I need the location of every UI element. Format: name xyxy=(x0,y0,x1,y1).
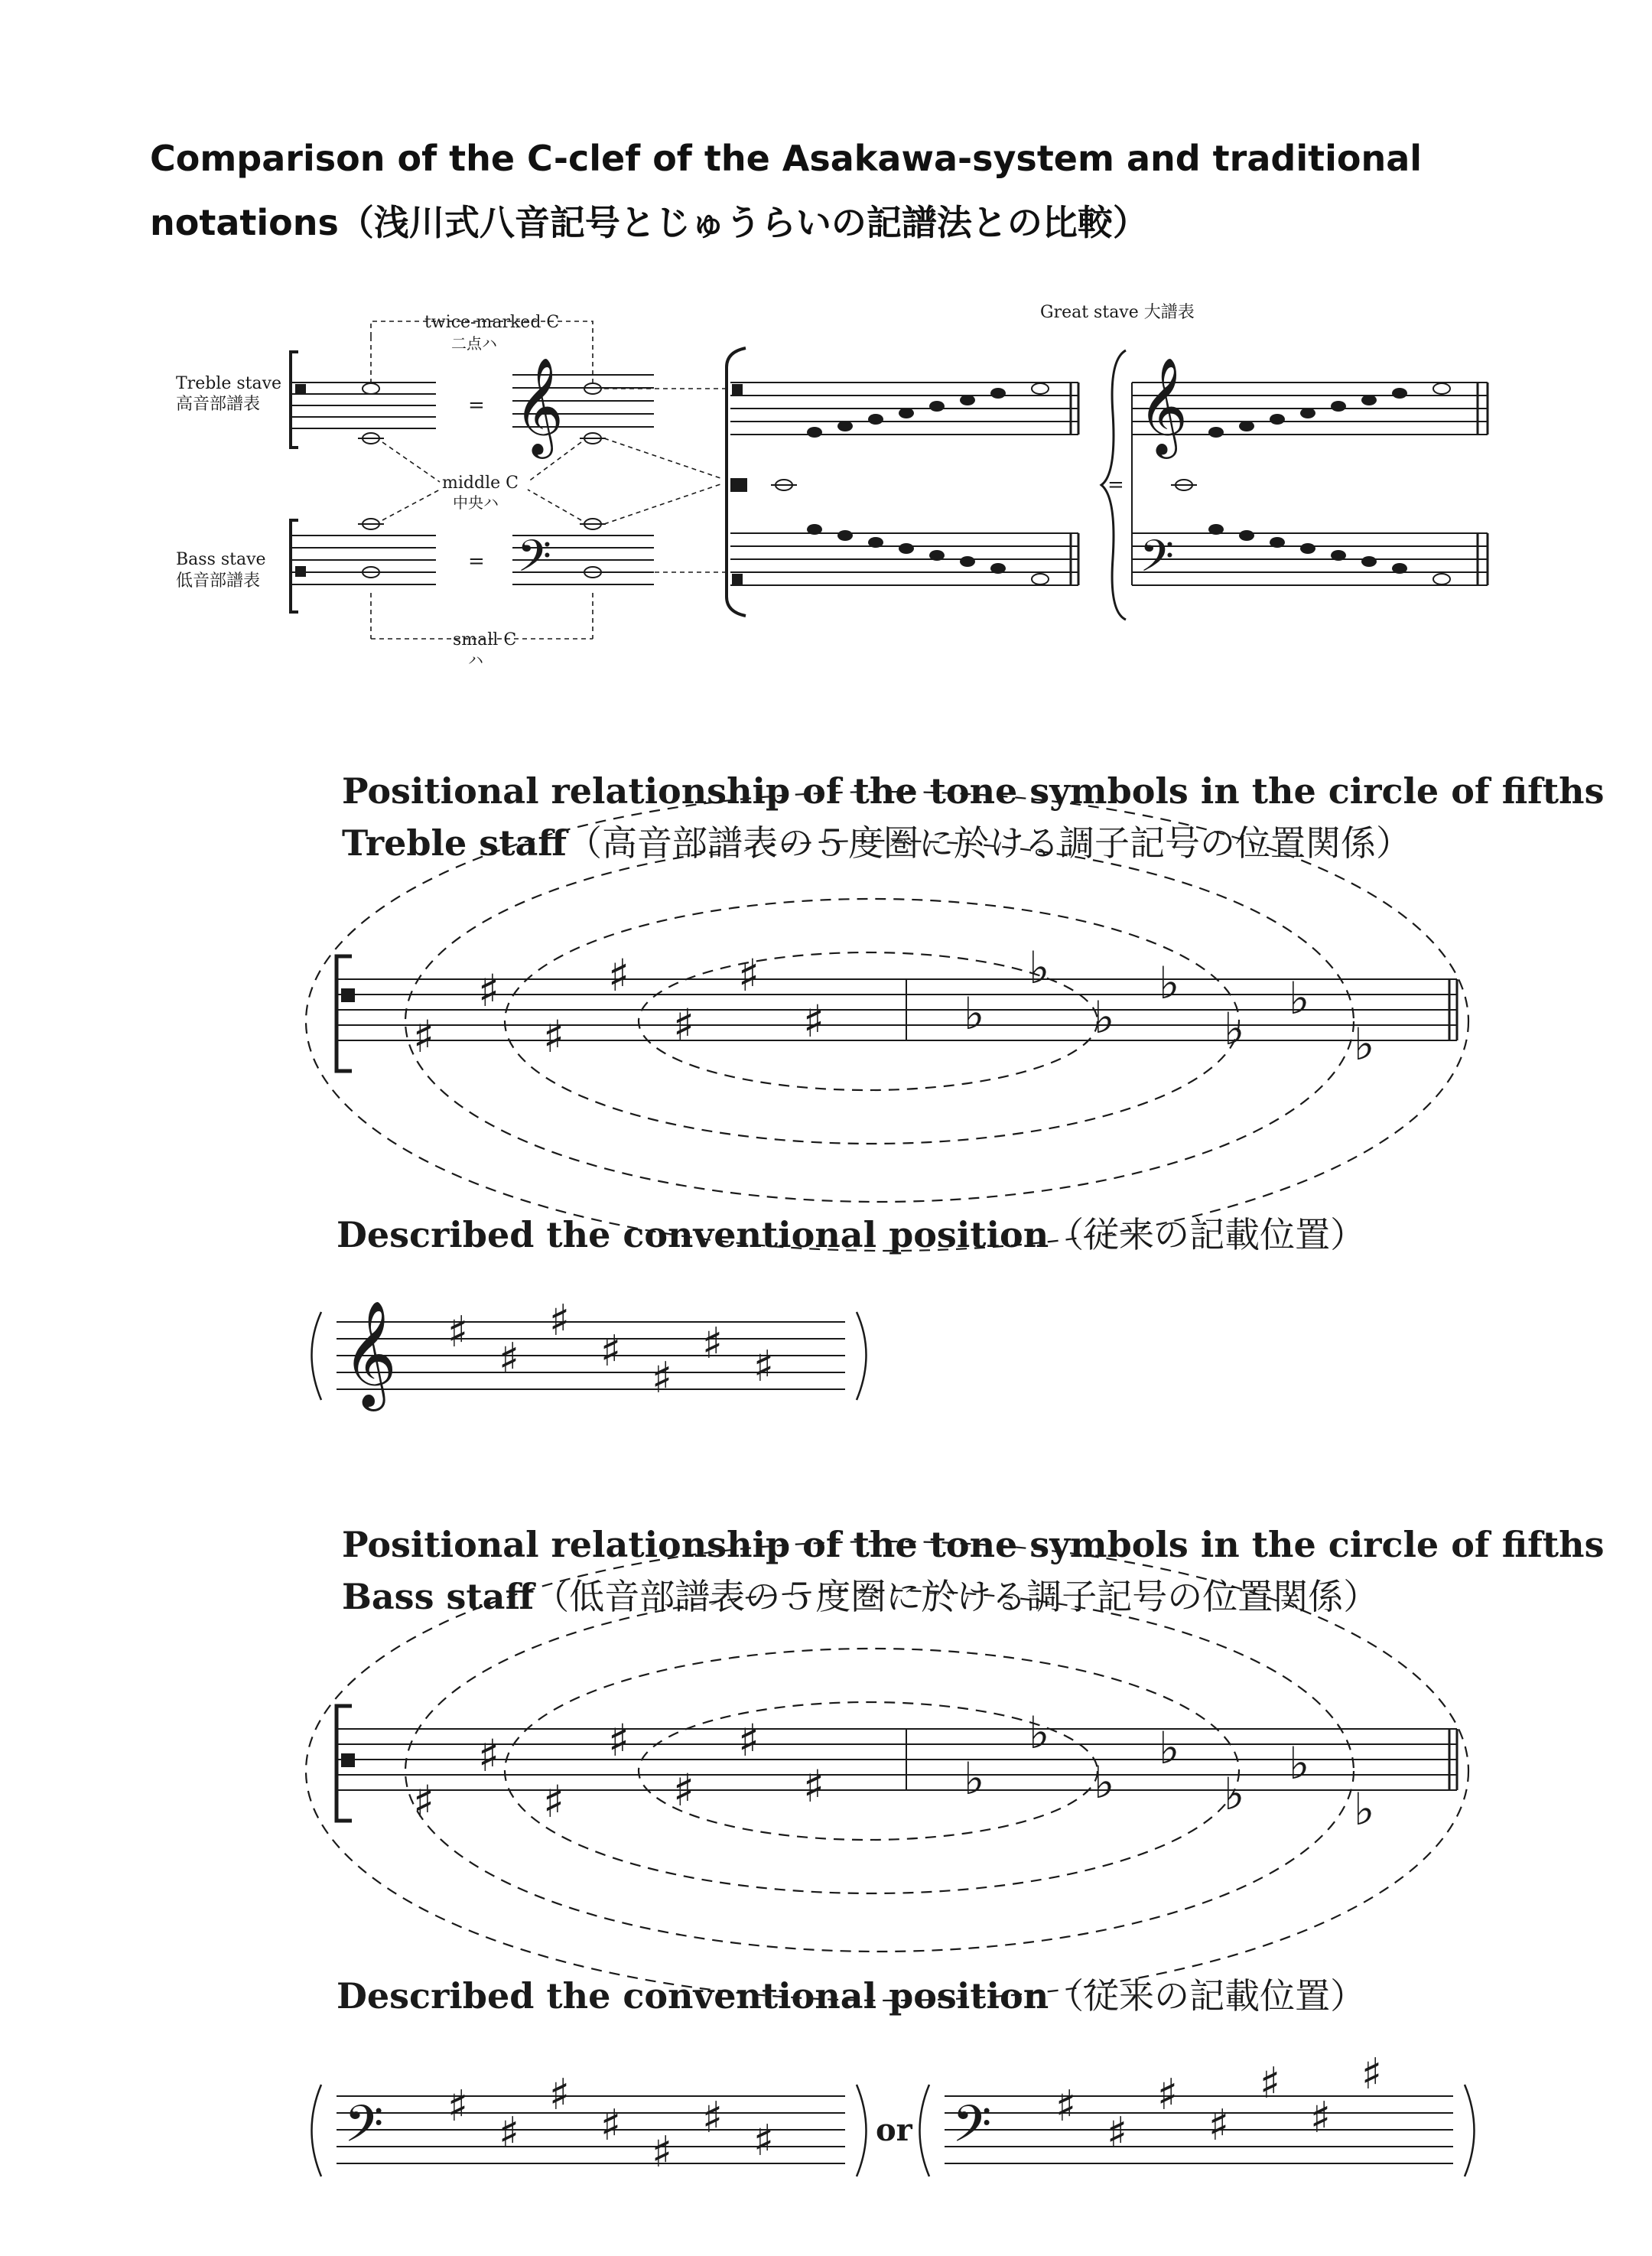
svg-text:♯: ♯ xyxy=(803,995,825,1047)
treble-stave-label: Treble stave xyxy=(176,374,282,393)
bass-conventional-heading: Described the conventional position（従来の記載位置） xyxy=(337,1975,1366,2017)
svg-text:♯: ♯ xyxy=(702,1319,724,1369)
svg-text:♯: ♯ xyxy=(600,2101,622,2150)
treble-circle-of-fifths-figure xyxy=(0,872,1652,1163)
great-bass-clef-icon: 𝄢 xyxy=(1140,530,1175,593)
svg-text:♯: ♯ xyxy=(549,2070,571,2120)
svg-text:♯: ♯ xyxy=(1208,2101,1230,2150)
svg-text:♭: ♭ xyxy=(964,988,985,1040)
svg-text:♯: ♯ xyxy=(753,2116,775,2166)
svg-text:♯: ♯ xyxy=(1361,2049,1383,2099)
svg-text:♭: ♭ xyxy=(1224,1768,1245,1820)
bass-heading-line-1: Positional relationship of the tone symbols in the circle of fifths xyxy=(342,1524,1605,1565)
svg-text:♯: ♯ xyxy=(499,1334,520,1384)
treble-clef-icon: 𝄞 xyxy=(514,356,564,454)
great-stave-asakawa xyxy=(727,348,1078,616)
or-label: or xyxy=(876,2112,912,2148)
equals-sign-bass: = xyxy=(468,550,485,573)
bass-stave-label-jp: 低音部譜表 xyxy=(176,571,261,591)
svg-text:♯: ♯ xyxy=(652,2127,673,2177)
equals-sign-treble: = xyxy=(468,394,485,417)
svg-text:♭: ♭ xyxy=(1289,972,1310,1024)
svg-text:♯: ♯ xyxy=(447,1307,469,1357)
svg-text:♯: ♯ xyxy=(1107,2108,1128,2158)
bass-heading-line-2: Bass staff（低音部譜表の５度圏に於ける調子記号の位置関係） xyxy=(342,1576,1379,1617)
svg-text:♭: ♭ xyxy=(1159,1722,1180,1774)
treble-c-clef-mark xyxy=(295,384,306,395)
treble-accidentals xyxy=(413,942,1374,1070)
svg-text:♯: ♯ xyxy=(549,1296,571,1346)
svg-text:♯: ♯ xyxy=(738,1714,760,1766)
svg-text:♭: ♭ xyxy=(1224,1003,1245,1055)
small-c-label: small C xyxy=(453,630,517,649)
bass-heading xyxy=(342,1519,1605,1623)
svg-text:♯: ♯ xyxy=(543,1011,565,1063)
bass-clef-icon-alt: 𝄢 xyxy=(952,2095,992,2166)
treble-heading-line-2: Treble staff（高音部譜表の５度圏に於ける調子記号の位置関係） xyxy=(342,822,1412,864)
svg-text:♭: ♭ xyxy=(1354,1783,1375,1835)
treble-conventional-staff xyxy=(0,1285,1652,1454)
conventional-sharps-bass xyxy=(447,2070,774,2177)
svg-text:♯: ♯ xyxy=(478,1730,500,1782)
treble-asakawa-staff xyxy=(291,352,436,448)
c-clef-comparison-figure xyxy=(0,291,1652,689)
great-stave-label: Great stave 大譜表 xyxy=(1040,303,1195,322)
svg-text:♯: ♯ xyxy=(673,999,695,1051)
svg-text:♯: ♯ xyxy=(1310,2093,1332,2143)
svg-text:♯: ♯ xyxy=(600,1327,622,1376)
svg-text:♯: ♯ xyxy=(1055,2082,1077,2131)
treble-heading xyxy=(342,765,1605,869)
bass-asakawa-staff xyxy=(291,520,436,612)
svg-text:♯: ♯ xyxy=(753,1342,775,1392)
conventional-sharps-bass-alt xyxy=(1055,2049,1382,2158)
treble-conventional-heading: Described the conventional position（従来の記載位置） xyxy=(337,1214,1366,1255)
title-line-2: notations（浅川式八音記号とじゅうらいの記譜法との比較） xyxy=(150,202,1148,243)
svg-text:♭: ♭ xyxy=(964,1753,985,1805)
twice-marked-c-label: twice-marked C xyxy=(424,313,560,332)
svg-text:♯: ♯ xyxy=(803,1760,825,1812)
svg-text:♭: ♭ xyxy=(1029,1707,1050,1759)
small-c-label-jp: ハ xyxy=(468,651,483,669)
great-treble-clef-icon: 𝄞 xyxy=(1138,356,1189,454)
title-line-1: Comparison of the C-clef of the Asakawa-system and traditional xyxy=(150,138,1423,179)
bass-accidentals xyxy=(413,1707,1374,1835)
svg-text:♭: ♭ xyxy=(1094,1756,1115,1808)
svg-text:♯: ♯ xyxy=(543,1776,565,1828)
svg-text:♯: ♯ xyxy=(1260,2059,1281,2108)
bass-circle-of-fifths-figure xyxy=(0,1622,1652,1913)
svg-text:♯: ♯ xyxy=(652,1353,673,1403)
bass-clef-icon: 𝄢 xyxy=(517,530,552,593)
svg-text:♭: ♭ xyxy=(1029,942,1050,994)
svg-text:♯: ♯ xyxy=(413,1776,435,1828)
svg-text:♯: ♯ xyxy=(478,965,500,1017)
treble-stave-label-jp: 高音部譜表 xyxy=(176,395,261,414)
middle-c-label-jp: 中央ハ xyxy=(453,493,499,512)
svg-text:♯: ♯ xyxy=(738,949,760,1001)
svg-text:♭: ♭ xyxy=(1354,1018,1375,1070)
twice-marked-c-label-jp: 二点ハ xyxy=(451,334,497,353)
bass-c-clef-mark xyxy=(295,566,306,577)
bass-stave-label: Bass stave xyxy=(176,550,266,569)
svg-text:♯: ♯ xyxy=(499,2108,520,2158)
svg-text:♯: ♯ xyxy=(447,2082,469,2131)
page-title xyxy=(150,126,1519,255)
svg-text:♯: ♯ xyxy=(1157,2070,1179,2120)
svg-text:♯: ♯ xyxy=(608,1714,630,1766)
svg-text:♯: ♯ xyxy=(702,2093,724,2143)
treble-heading-line-1: Positional relationship of the tone symbols in the circle of fifths xyxy=(342,770,1605,812)
bass-conventional-staves xyxy=(0,2043,1652,2234)
svg-text:♭: ♭ xyxy=(1094,991,1115,1043)
svg-text:♭: ♭ xyxy=(1159,957,1180,1009)
middle-c-label: middle C xyxy=(442,474,519,493)
bass-clef-icon: 𝄢 xyxy=(344,2095,384,2166)
svg-text:♯: ♯ xyxy=(673,1764,695,1816)
svg-text:♯: ♯ xyxy=(413,1011,435,1063)
treble-clef-icon: 𝄞 xyxy=(343,1301,397,1407)
equals-sign-great: = xyxy=(1107,474,1124,496)
svg-text:♭: ♭ xyxy=(1289,1737,1310,1789)
conventional-sharps xyxy=(447,1296,774,1403)
svg-text:♯: ♯ xyxy=(608,949,630,1001)
